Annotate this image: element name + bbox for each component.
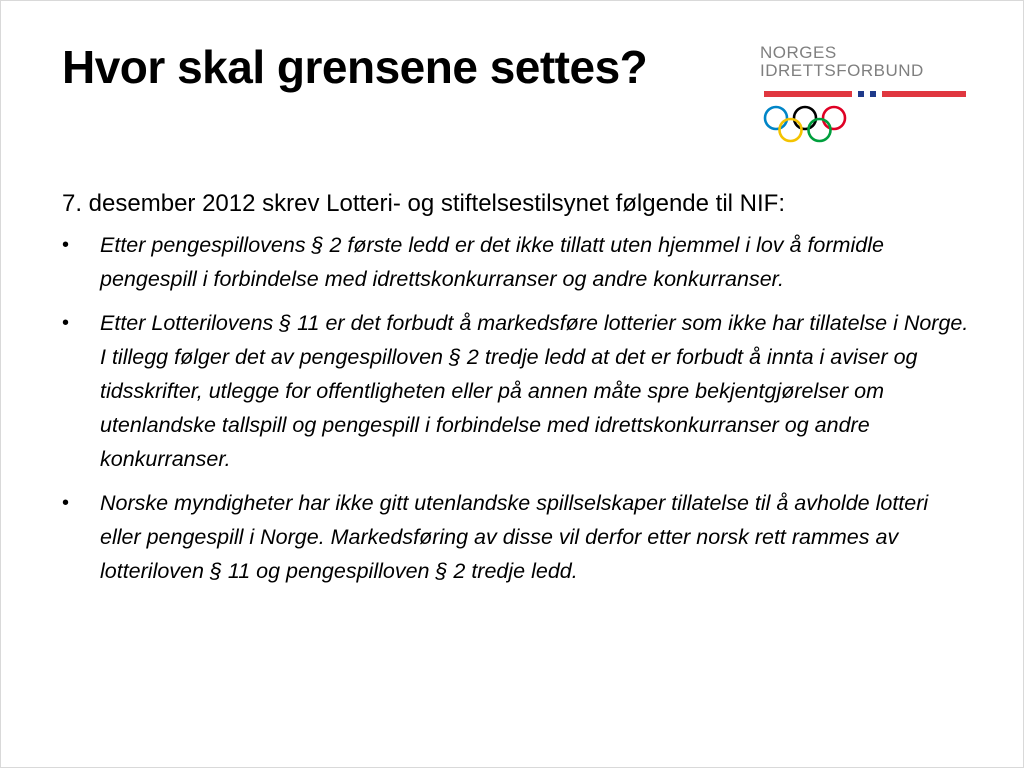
bullet-text: Etter Lotterilovens § 11 er det forbudt å markedsføre lotterier som ikke har tillatelse i Norge. I tillegg følger det av pengespilloven § 2 tredje ledd at det er forbudt å innta i aviser og tidsskrifter, utlegge for offentligheten eller på annen måte spre bekjentgjørelser om utenlandske tallspill og pengespill i forbindelse med idrettskonkurranser og andre konkurranser. <box>100 311 969 471</box>
bullet-marker: • <box>62 312 70 334</box>
logo-text-idrettsforbund: IDRETTSFORBUND <box>760 61 924 80</box>
bullet-item <box>62 306 972 476</box>
olympic-rings-icon <box>762 105 848 145</box>
nif-logo <box>760 44 970 154</box>
bullet-marker: • <box>62 492 70 514</box>
logo-stripe-red-right <box>882 91 966 97</box>
logo-stripe-red-left <box>764 91 852 97</box>
slide-title: Hvor skal grensene settes? <box>62 41 648 93</box>
bullet-list <box>62 228 972 588</box>
logo-flag-stripes <box>764 91 966 97</box>
bullet-item <box>62 228 972 296</box>
ring-yellow <box>780 119 802 141</box>
slide-body <box>62 186 972 598</box>
logo-stripe-blue-left <box>858 91 864 97</box>
bullet-marker: • <box>62 234 70 256</box>
bullet-item <box>62 486 972 588</box>
ring-blue <box>765 107 787 129</box>
bullet-text: Etter pengespillovens § 2 første ledd er det ikke tillatt uten hjemmel i lov å formidle pengespill i forbindelse med idrettskonkurranser og andre konkurranser. <box>100 233 884 291</box>
ring-green <box>809 119 831 141</box>
logo-text-norges: NORGES <box>760 43 837 62</box>
ring-black <box>794 107 816 129</box>
bullet-text: Norske myndigheter har ikke gitt utenlandske spillselskaper tillatelse til å avholde lotteri eller pengespill i Norge. Markedsføring av disse vil derfor etter norsk rett rammes av lotteriloven § 11 og pengespilloven § 2 tredje ledd. <box>100 491 929 583</box>
ring-red <box>823 107 845 129</box>
logo-stripe-blue-right <box>870 91 876 97</box>
intro-text: 7. desember 2012 skrev Lotteri- og stiftelsestilsynet følgende til NIF: <box>62 190 785 217</box>
